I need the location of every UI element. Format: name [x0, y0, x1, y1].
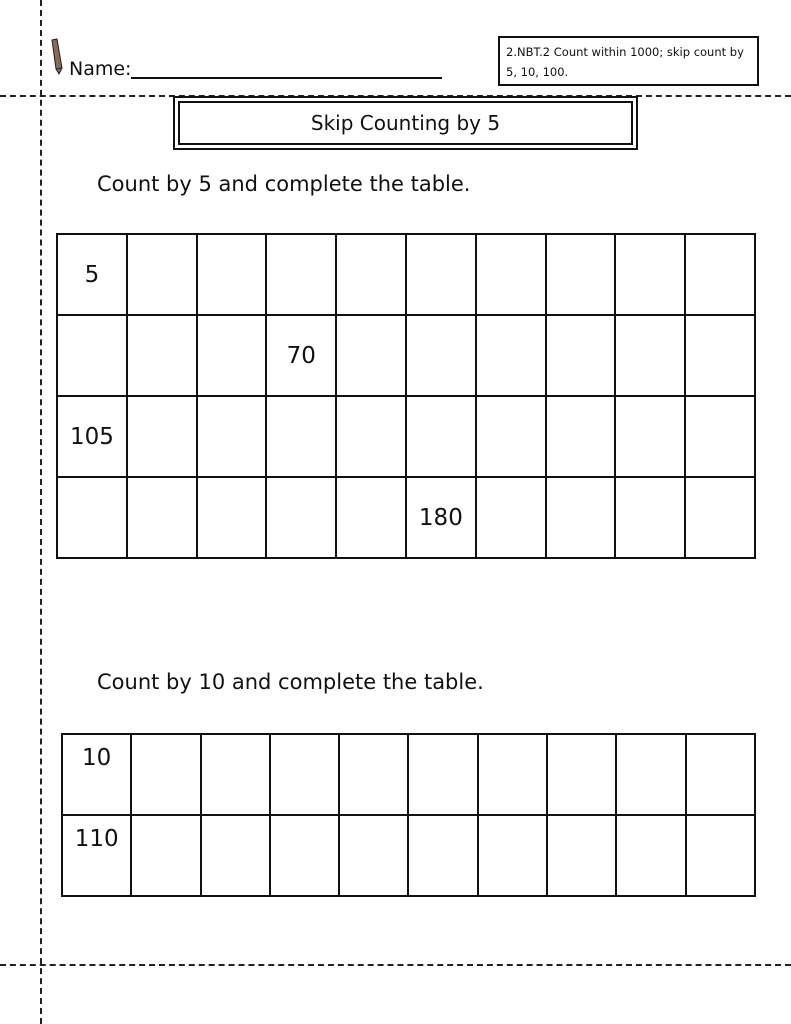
answer-cell[interactable] [336, 396, 406, 477]
table-row [57, 234, 755, 315]
count-by-10-table [61, 733, 756, 897]
answer-cell[interactable] [685, 315, 755, 396]
answer-cell[interactable] [406, 315, 476, 396]
answer-cell[interactable] [476, 234, 546, 315]
answer-cell[interactable] [57, 315, 127, 396]
name-label: Name: [69, 58, 132, 80]
answer-cell[interactable] [546, 396, 616, 477]
table-row [57, 396, 755, 477]
answer-cell[interactable] [546, 234, 616, 315]
answer-cell[interactable] [616, 815, 685, 896]
answer-cell[interactable] [478, 815, 547, 896]
answer-cell[interactable] [406, 396, 476, 477]
bottom-cut-line [0, 964, 791, 966]
answer-cell[interactable] [546, 315, 616, 396]
pencil-icon [46, 38, 66, 78]
answer-cell[interactable] [127, 315, 197, 396]
answer-cell[interactable] [408, 815, 477, 896]
answer-cell[interactable] [406, 234, 476, 315]
given-number-cell: 105 [57, 396, 127, 477]
answer-cell[interactable] [266, 396, 336, 477]
answer-cell[interactable] [197, 477, 267, 558]
answer-cell[interactable] [131, 734, 200, 815]
given-number-cell: 110 [62, 815, 131, 896]
table-row [57, 315, 755, 396]
answer-cell[interactable] [476, 396, 546, 477]
answer-cell[interactable] [270, 815, 339, 896]
count-by-5-table [56, 233, 756, 559]
answer-cell[interactable] [547, 734, 616, 815]
answer-cell[interactable] [339, 734, 408, 815]
answer-cell[interactable] [615, 234, 685, 315]
answer-cell[interactable] [127, 477, 197, 558]
instruction-count-by-10: Count by 10 and complete the table. [97, 670, 484, 694]
answer-cell[interactable] [127, 396, 197, 477]
answer-cell[interactable] [685, 234, 755, 315]
table-row [57, 477, 755, 558]
given-number-cell: 180 [406, 477, 476, 558]
answer-cell[interactable] [476, 315, 546, 396]
answer-cell[interactable] [547, 815, 616, 896]
answer-cell[interactable] [685, 396, 755, 477]
answer-cell[interactable] [685, 477, 755, 558]
answer-cell[interactable] [197, 315, 267, 396]
answer-cell[interactable] [686, 734, 755, 815]
answer-cell[interactable] [131, 815, 200, 896]
answer-cell[interactable] [201, 734, 270, 815]
answer-cell[interactable] [266, 234, 336, 315]
standard-box: 2.NBT.2 Count within 1000; skip count by 5, 10, 100. [498, 36, 759, 86]
answer-cell[interactable] [197, 396, 267, 477]
answer-cell[interactable] [197, 234, 267, 315]
answer-cell[interactable] [270, 734, 339, 815]
answer-cell[interactable] [339, 815, 408, 896]
answer-cell[interactable] [127, 234, 197, 315]
answer-cell[interactable] [616, 734, 685, 815]
answer-cell[interactable] [615, 477, 685, 558]
answer-cell[interactable] [266, 477, 336, 558]
answer-cell[interactable] [336, 477, 406, 558]
answer-cell[interactable] [57, 477, 127, 558]
given-number-cell: 10 [62, 734, 131, 815]
answer-cell[interactable] [336, 234, 406, 315]
answer-cell[interactable] [476, 477, 546, 558]
table-row [62, 815, 755, 896]
title-box [173, 96, 638, 150]
answer-cell[interactable] [686, 815, 755, 896]
table-row [62, 734, 755, 815]
instruction-count-by-5: Count by 5 and complete the table. [97, 172, 471, 196]
answer-cell[interactable] [408, 734, 477, 815]
answer-cell[interactable] [336, 315, 406, 396]
given-number-cell: 70 [266, 315, 336, 396]
vertical-cut-line [40, 0, 42, 1024]
name-line[interactable] [131, 77, 442, 79]
answer-cell[interactable] [201, 815, 270, 896]
answer-cell[interactable] [615, 315, 685, 396]
page-title: Skip Counting by 5 [178, 101, 633, 145]
answer-cell[interactable] [546, 477, 616, 558]
answer-cell[interactable] [478, 734, 547, 815]
answer-cell[interactable] [615, 396, 685, 477]
given-number-cell: 5 [57, 234, 127, 315]
